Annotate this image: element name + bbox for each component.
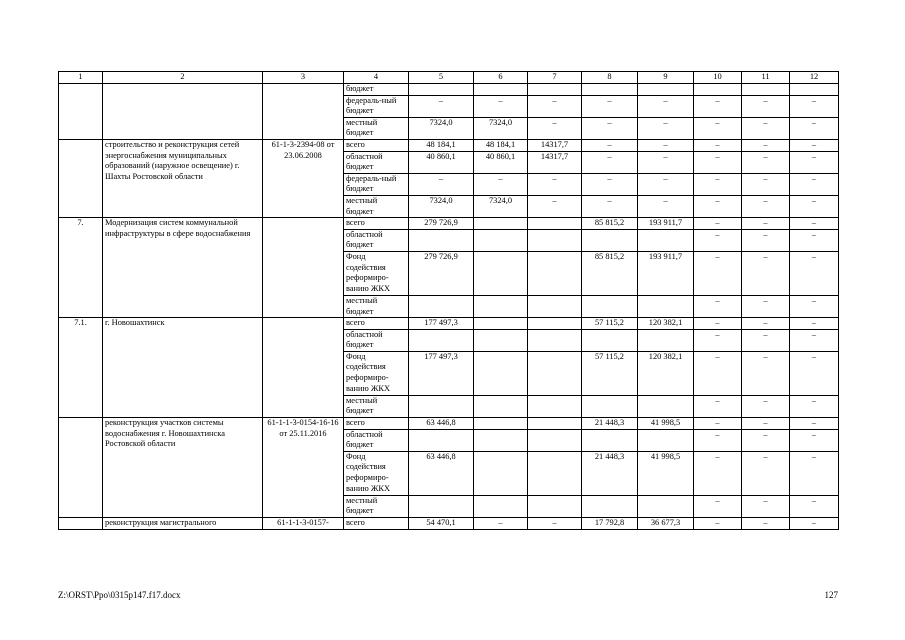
value-cell: – xyxy=(638,173,694,195)
value-cell xyxy=(638,329,694,351)
row-number-cell xyxy=(59,518,103,530)
header-cell: 3 xyxy=(263,72,344,84)
row-permit-cell xyxy=(263,84,344,140)
value-cell: – xyxy=(694,117,742,139)
value-cell: 279 726,9 xyxy=(409,218,474,230)
value-cell xyxy=(582,295,638,317)
value-cell: – xyxy=(694,229,742,251)
funding-source-cell: Фонд содействия реформиро-ванию ЖКХ xyxy=(344,351,409,395)
value-cell: – xyxy=(528,95,582,117)
value-cell: – xyxy=(742,195,790,217)
table-body xyxy=(59,84,839,530)
value-cell: 41 998,5 xyxy=(638,451,694,495)
value-cell xyxy=(528,218,582,230)
value-cell xyxy=(528,451,582,495)
value-cell xyxy=(474,329,528,351)
value-cell: – xyxy=(694,329,742,351)
funding-source-cell: всего xyxy=(344,318,409,330)
header-cell: 7 xyxy=(528,72,582,84)
value-cell: – xyxy=(742,139,790,151)
value-cell: – xyxy=(582,95,638,117)
value-cell: 7324,0 xyxy=(409,117,474,139)
funding-source-cell: Фонд содействия реформиро-ванию ЖКХ xyxy=(344,451,409,495)
funding-source-cell: федераль-ный бюджет xyxy=(344,173,409,195)
value-cell: – xyxy=(528,195,582,217)
funding-source-cell: областной бюджет xyxy=(344,329,409,351)
value-cell xyxy=(582,84,638,96)
value-cell: 40 860,1 xyxy=(474,151,528,173)
value-cell: – xyxy=(694,451,742,495)
value-cell: 193 911,7 xyxy=(638,251,694,295)
value-cell: – xyxy=(582,151,638,173)
value-cell: – xyxy=(790,173,839,195)
value-cell xyxy=(528,429,582,451)
funding-source-cell: областной бюджет xyxy=(344,429,409,451)
value-cell: – xyxy=(790,329,839,351)
value-cell: – xyxy=(790,318,839,330)
row-number-cell: 7.1. xyxy=(59,318,103,418)
value-cell: – xyxy=(694,139,742,151)
value-cell xyxy=(474,418,528,430)
value-cell xyxy=(790,84,839,96)
header-cell: 6 xyxy=(474,72,528,84)
funding-source-cell: бюджет xyxy=(344,84,409,96)
value-cell: – xyxy=(790,251,839,295)
funding-source-cell: местный бюджет xyxy=(344,295,409,317)
value-cell: – xyxy=(742,318,790,330)
value-cell: 193 911,7 xyxy=(638,218,694,230)
value-cell: – xyxy=(790,295,839,317)
row-description-cell: реконструкция участков системы водоснабжения г. Новошахтинска Ростовской области xyxy=(103,418,263,518)
value-cell: – xyxy=(582,195,638,217)
header-cell: 11 xyxy=(742,72,790,84)
value-cell: – xyxy=(790,95,839,117)
budget-table xyxy=(58,71,839,530)
value-cell: – xyxy=(790,395,839,417)
value-cell: 120 382,1 xyxy=(638,318,694,330)
table-row xyxy=(59,139,839,151)
value-cell: 177 497,3 xyxy=(409,318,474,330)
value-cell: – xyxy=(638,139,694,151)
value-cell xyxy=(409,429,474,451)
value-cell xyxy=(474,451,528,495)
value-cell: – xyxy=(790,117,839,139)
value-cell xyxy=(582,429,638,451)
value-cell: 21 448,3 xyxy=(582,451,638,495)
funding-source-cell: местный бюджет xyxy=(344,395,409,417)
row-number-cell xyxy=(59,418,103,518)
value-cell xyxy=(474,84,528,96)
value-cell: – xyxy=(742,395,790,417)
funding-source-cell: всего xyxy=(344,218,409,230)
value-cell xyxy=(528,351,582,395)
value-cell: – xyxy=(742,117,790,139)
header-cell: 2 xyxy=(103,72,263,84)
value-cell xyxy=(528,395,582,417)
value-cell: – xyxy=(638,95,694,117)
value-cell xyxy=(528,84,582,96)
value-cell xyxy=(582,329,638,351)
value-cell xyxy=(742,84,790,96)
row-permit-cell: 61-1-1-3-0157- xyxy=(263,518,344,530)
value-cell: 177 497,3 xyxy=(409,351,474,395)
row-permit-cell xyxy=(263,218,344,318)
table-row xyxy=(59,318,839,330)
value-cell: 48 184,1 xyxy=(409,139,474,151)
value-cell xyxy=(582,495,638,517)
value-cell xyxy=(528,329,582,351)
value-cell: – xyxy=(638,117,694,139)
value-cell: – xyxy=(694,395,742,417)
value-cell: – xyxy=(694,418,742,430)
value-cell: – xyxy=(694,495,742,517)
value-cell xyxy=(528,229,582,251)
header-row xyxy=(59,72,839,84)
row-description-cell: реконструкция магистрального xyxy=(103,518,263,530)
value-cell: 48 184,1 xyxy=(474,139,528,151)
value-cell: – xyxy=(694,318,742,330)
funding-source-cell: Фонд содействия реформиро-ванию ЖКХ xyxy=(344,251,409,295)
table-row xyxy=(59,518,839,530)
funding-source-cell: местный бюджет xyxy=(344,195,409,217)
value-cell: 85 815,2 xyxy=(582,251,638,295)
row-permit-cell: 61-1-1-3-0154-16-16 от 25.11.2016 xyxy=(263,418,344,518)
value-cell xyxy=(694,84,742,96)
value-cell: 85 815,2 xyxy=(582,218,638,230)
value-cell xyxy=(409,229,474,251)
value-cell xyxy=(582,229,638,251)
value-cell: – xyxy=(694,195,742,217)
value-cell: – xyxy=(790,139,839,151)
value-cell: 54 470,1 xyxy=(409,518,474,530)
row-description-cell: Модернизация систем коммунальной инфраструктуры в сфере водоснабжения xyxy=(103,218,263,318)
value-cell: 7324,0 xyxy=(474,117,528,139)
value-cell: – xyxy=(790,418,839,430)
value-cell: 17 792,8 xyxy=(582,518,638,530)
value-cell: – xyxy=(742,329,790,351)
value-cell: – xyxy=(694,173,742,195)
value-cell xyxy=(638,395,694,417)
value-cell xyxy=(409,329,474,351)
page-number: 127 xyxy=(824,590,838,600)
value-cell: 7324,0 xyxy=(474,195,528,217)
value-cell xyxy=(474,218,528,230)
value-cell: – xyxy=(790,151,839,173)
value-cell: – xyxy=(409,95,474,117)
value-cell: – xyxy=(409,173,474,195)
value-cell: 7324,0 xyxy=(409,195,474,217)
table-row xyxy=(59,84,839,96)
value-cell: – xyxy=(790,495,839,517)
funding-source-cell: всего xyxy=(344,518,409,530)
value-cell: – xyxy=(582,173,638,195)
funding-source-cell: всего xyxy=(344,418,409,430)
value-cell: – xyxy=(694,518,742,530)
value-cell: – xyxy=(582,139,638,151)
value-cell xyxy=(474,495,528,517)
value-cell: 40 860,1 xyxy=(409,151,474,173)
table-row xyxy=(59,418,839,430)
value-cell: 63 446,8 xyxy=(409,418,474,430)
row-number-cell xyxy=(59,139,103,217)
value-cell: – xyxy=(790,229,839,251)
value-cell xyxy=(638,229,694,251)
value-cell xyxy=(474,295,528,317)
value-cell: – xyxy=(742,418,790,430)
value-cell: – xyxy=(742,251,790,295)
value-cell xyxy=(638,495,694,517)
value-cell: 57 115,2 xyxy=(582,351,638,395)
value-cell: – xyxy=(474,173,528,195)
value-cell: – xyxy=(638,151,694,173)
funding-source-cell: областной бюджет xyxy=(344,151,409,173)
value-cell: – xyxy=(742,218,790,230)
value-cell xyxy=(474,395,528,417)
value-cell xyxy=(474,429,528,451)
value-cell: – xyxy=(474,95,528,117)
value-cell: – xyxy=(742,295,790,317)
value-cell xyxy=(528,251,582,295)
funding-source-cell: федераль-ный бюджет xyxy=(344,95,409,117)
value-cell: 21 448,3 xyxy=(582,418,638,430)
table-row xyxy=(59,218,839,230)
header-cell: 4 xyxy=(344,72,409,84)
value-cell: 63 446,8 xyxy=(409,451,474,495)
value-cell: 41 998,5 xyxy=(638,418,694,430)
header-cell: 12 xyxy=(790,72,839,84)
value-cell: – xyxy=(790,451,839,495)
row-description-cell: строительство и реконструкция сетей энергоснабжения муниципальных образований (наружное освещение) г. Шахты Ростовской области xyxy=(103,139,263,217)
value-cell: – xyxy=(638,195,694,217)
value-cell: – xyxy=(790,195,839,217)
value-cell xyxy=(528,418,582,430)
value-cell: – xyxy=(742,518,790,530)
header-cell: 1 xyxy=(59,72,103,84)
value-cell: – xyxy=(694,151,742,173)
value-cell xyxy=(638,429,694,451)
value-cell: – xyxy=(742,95,790,117)
row-permit-cell: 61-1-3-2394-08 от 23.06.2008 xyxy=(263,139,344,217)
value-cell: 36 677,3 xyxy=(638,518,694,530)
header-cell: 9 xyxy=(638,72,694,84)
value-cell: 14317,7 xyxy=(528,139,582,151)
value-cell xyxy=(638,84,694,96)
row-description-cell: г. Новошахтинск xyxy=(103,318,263,418)
funding-source-cell: местный бюджет xyxy=(344,117,409,139)
row-description-cell xyxy=(103,84,263,140)
header-cell: 5 xyxy=(409,72,474,84)
value-cell xyxy=(409,395,474,417)
funding-source-cell: областной бюджет xyxy=(344,229,409,251)
value-cell: – xyxy=(528,518,582,530)
row-number-cell: 7. xyxy=(59,218,103,318)
row-permit-cell xyxy=(263,318,344,418)
value-cell: 57 115,2 xyxy=(582,318,638,330)
value-cell xyxy=(409,495,474,517)
funding-source-cell: всего xyxy=(344,139,409,151)
value-cell: – xyxy=(528,173,582,195)
row-number-cell xyxy=(59,84,103,140)
value-cell xyxy=(474,351,528,395)
value-cell xyxy=(582,395,638,417)
value-cell: – xyxy=(528,117,582,139)
value-cell xyxy=(528,295,582,317)
value-cell: – xyxy=(742,495,790,517)
value-cell: – xyxy=(742,451,790,495)
value-cell xyxy=(409,84,474,96)
value-cell: 279 726,9 xyxy=(409,251,474,295)
value-cell: – xyxy=(742,351,790,395)
funding-source-cell: местный бюджет xyxy=(344,495,409,517)
value-cell xyxy=(528,318,582,330)
value-cell: – xyxy=(742,229,790,251)
value-cell: – xyxy=(694,295,742,317)
value-cell: 14317,7 xyxy=(528,151,582,173)
value-cell: – xyxy=(694,218,742,230)
value-cell xyxy=(474,318,528,330)
value-cell: – xyxy=(742,151,790,173)
value-cell: – xyxy=(694,251,742,295)
value-cell xyxy=(638,295,694,317)
value-cell: – xyxy=(790,518,839,530)
value-cell xyxy=(474,229,528,251)
value-cell: 120 382,1 xyxy=(638,351,694,395)
value-cell: – xyxy=(790,351,839,395)
value-cell: – xyxy=(790,218,839,230)
value-cell: – xyxy=(694,95,742,117)
value-cell: – xyxy=(790,429,839,451)
value-cell: – xyxy=(694,351,742,395)
file-path: Z:\ORST\Ppo\0315p147.f17.docx xyxy=(58,590,181,600)
header-cell: 8 xyxy=(582,72,638,84)
value-cell: – xyxy=(742,429,790,451)
value-cell: – xyxy=(694,429,742,451)
value-cell xyxy=(409,295,474,317)
value-cell xyxy=(528,495,582,517)
value-cell: – xyxy=(742,173,790,195)
value-cell xyxy=(474,251,528,295)
value-cell: – xyxy=(474,518,528,530)
header-cell: 10 xyxy=(694,72,742,84)
value-cell: – xyxy=(582,117,638,139)
